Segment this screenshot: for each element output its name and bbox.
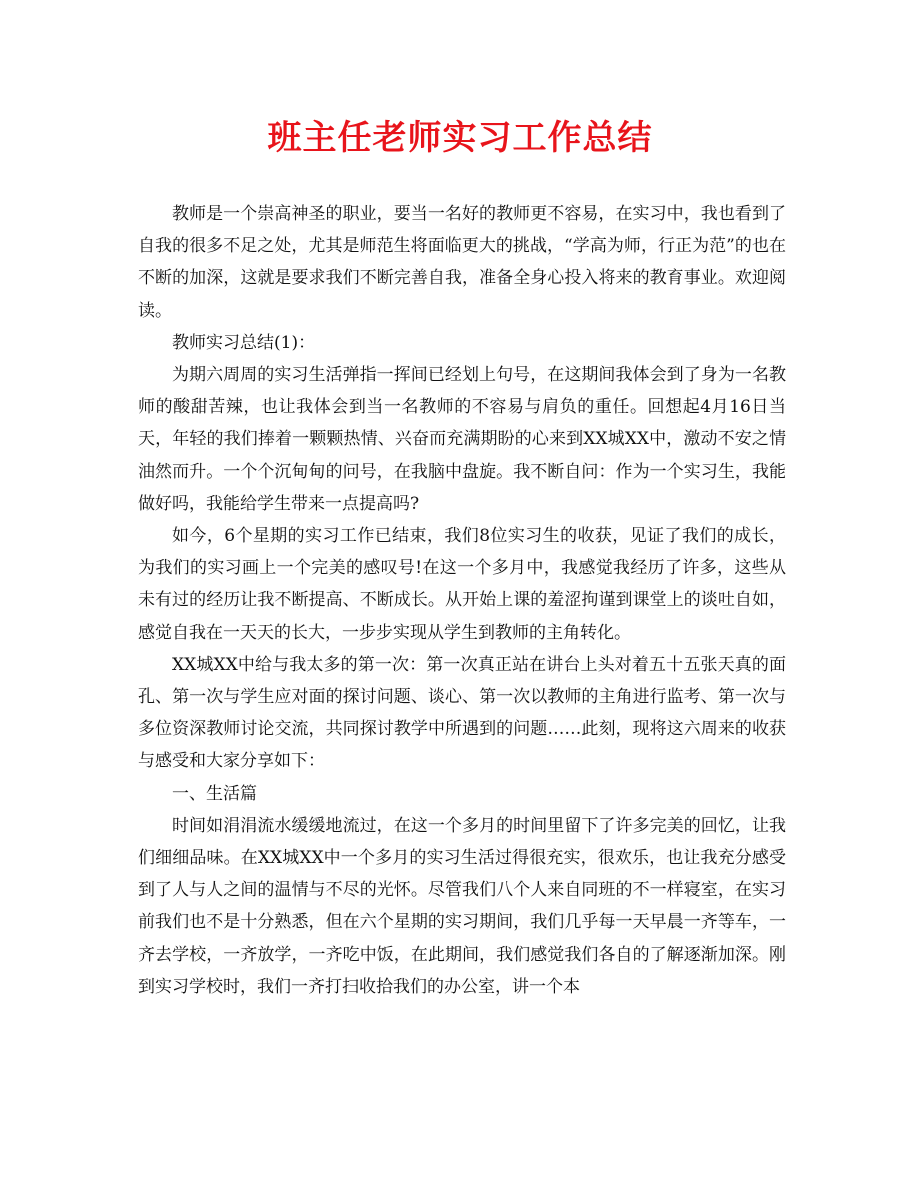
paragraph: XX城XX中给与我太多的第一次：第一次真正站在讲台上头对着五十五张天真的面孔、第一次与学生应对面的探讨问题、谈心、第一次以教师的主角进行监考、第一次与多位资深教师讨论交流，共同探讨教学中所遇到的问题……此刻，现将这六周来的收获与感受和大家分享如下： xyxy=(138,654,786,772)
document-title: 班主任老师实习工作总结 xyxy=(267,118,653,158)
section-heading-summary-1: 教师实习总结(1)： xyxy=(172,332,316,353)
document-body xyxy=(138,198,786,1003)
paragraph-intro: 教师是一个崇高神圣的职业，要当一名好的教师更不容易，在实习中，我也看到了自我的很多不足之处，尤其是师范生将面临更大的挑战，“学高为师，行正为范”的也在不断的加深，这就是要求我们不断完善自我，准备全身心投入将来的教育事业。欢迎阅读。 xyxy=(138,204,786,321)
section-heading-life: 一、生活篇 xyxy=(172,783,257,804)
paragraph: 如今，6个星期的实习工作已结束，我们8位实习生的收获，见证了我们的成长，为我们的实习画上一个完美的感叹号!在这一个多月中，我感觉我经历了许多，这些从未有过的经历让我不断提高、不断成长。从开始上课的羞涩拘谨到课堂上的谈吐自如，感觉自我在一天天的长大，一步步实现从学生到教师的主角转化。 xyxy=(138,526,786,643)
paragraph: 时间如涓涓流水缓缓地流过，在这一个多月的时间里留下了许多完美的回忆，让我们细细品味。在XX城XX中一个多月的实习生活过得很充实，很欢乐，也让我充分感受到了人与人之间的温情与不尽的光怀。尽管我们八个人来自同班的不一样寝室，在实习前我们也不是十分熟悉，但在六个星期的实习期间，我们几乎每一天早晨一齐等车，一齐去学校，一齐放学，一齐吃中饭，在此期间，我们感觉我们各自的了解逐渐加深。刚到实习学校时，我们一齐打扫收拾我们的办公室，讲一个本 xyxy=(138,815,786,997)
paragraph: 为期六周周的实习生活弹指一挥间已经划上句号，在这期间我体会到了身为一名教师的酸甜苦辣，也让我体会到当一名教师的不容易与肩负的重任。回想起4月16日当天，年轻的我们捧着一颗颗热情、兴奋而充满期盼的心来到XX城XX中，激动不安之情油然而升。一个个沉甸甸的问号，在我脑中盘旋。我不断自问：作为一个实习生，我能做好吗，我能给学生带来一点提高吗? xyxy=(138,365,786,514)
